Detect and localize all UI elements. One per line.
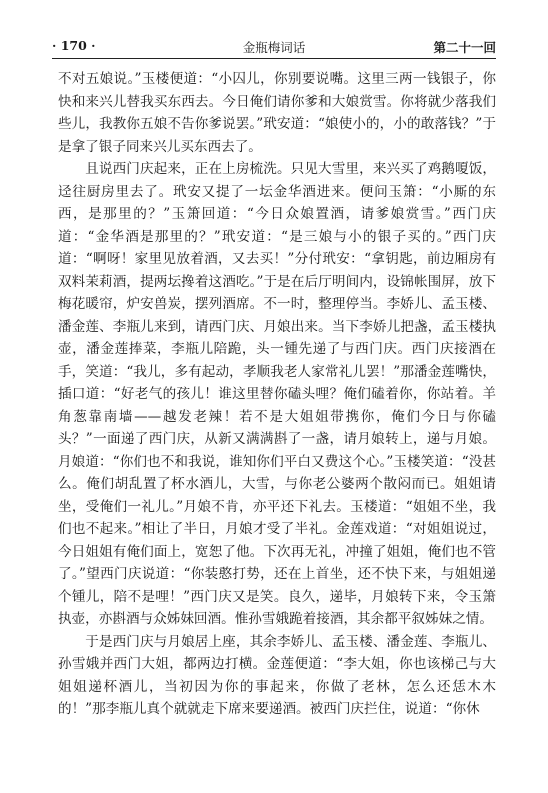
page-number: · 170 · [52,38,96,53]
running-header [52,38,496,56]
book-title: 金瓶梅词话 [242,40,306,55]
paragraph: 且说西门庆起来，正在上房梳洗。只见大雪里，来兴买了鸡鹅嗄饭，迳往厨房里去了。玳安又提了一坛金华酒进来。便问玉箫：“小厮的东西，是那里的？”玉箫回道：“今日众娘置酒，请爹娘赏雪。”西门庆道：“金华酒是那里的？”玳安道：“是三娘与小的银子买的。”西门庆道：“啊呀！家里见放着酒，又去买！”分付玳安：“拿钥匙，前边厢房有双料茉莉酒，提两坛搀着这酒吃。”于是在后厅明间内，设锦帐围屏，放下梅花暖帘，炉安兽炭，摆列酒席。不一时，整理停当。李娇儿、孟玉楼、潘金莲、李瓶儿来到，请西门庆、月娘出来。当下李娇儿把盏，孟玉楼执壶，潘金莲捧菜，李瓶儿陪跪，头一锺先递了与西门庆。西门庆接酒在手，笑道：“我儿，多有起动，孝顺我老人家常礼儿罢！”那潘金莲嘴快，插口道：“好老气的孩儿！谁这里替你磕头哩？俺们磕着你，你站着。羊角葱靠南墙——越发老辣！若不是大姐姐带携你，俺们今日与你磕头？”一面递了西门庆，从新又满满斟了一盏，请月娘转上，递与月娘。月娘道：“你们也不和我说，谁知你们平白又费这个心。”玉楼笑道：“没甚么。俺们胡乱置了杯水酒儿，大雪，与你老公婆两个散闷而已。姐姐请坐，受俺们一礼儿。”月娘不肯，亦平还下礼去。玉楼道：“姐姐不坐，我们也不起来。”相让了半日，月娘才受了半礼。金莲戏道：“对姐姐说过，今日姐姐有俺们面上，宽恕了他。下次再无礼，冲撞了姐姐，俺们也不管了。”望西门庆说道：“你装憨打势，还在上首坐，还不快下来，与姐姐递个锺儿，陪不是哩！”西门庆又是笑。良久，递毕，月娘转下来，令玉箫执壶，亦斟酒与众姊妹回酒。惟孙雪娥跪着接酒，其余都平叙姊妹之情。 [58,161,496,627]
chapter-title: 第二十一回 [433,40,496,55]
header-rule [52,58,496,59]
paragraph-continued: 不对五娘说。”玉楼便道：“小囚儿，你别要说嘴。这里三两一钱银子，你快和来兴儿替我买东西去。今日俺们请你爹和大娘赏雪。你将就少落我们些儿，我教你五娘不告你爹说罢。”玳安道：“娘使小的，小的敢落钱？”于是拿了银子同来兴儿买东西去了。 [58,71,496,155]
paragraph: 于是西门庆与月娘居上座，其余李娇儿、孟玉楼、潘金莲、李瓶儿、孙雪娥并西门大姐，都两边打横。金莲便道：“李大姐，你也该梯己与大姐姐递杯酒儿，当初因为你的事起来，你做了老林，怎么还恁木木的！”那李瓶儿真个就就走下席来要递酒。被西门庆拦住，说道：“你休 [58,633,496,717]
body-text [58,68,496,721]
